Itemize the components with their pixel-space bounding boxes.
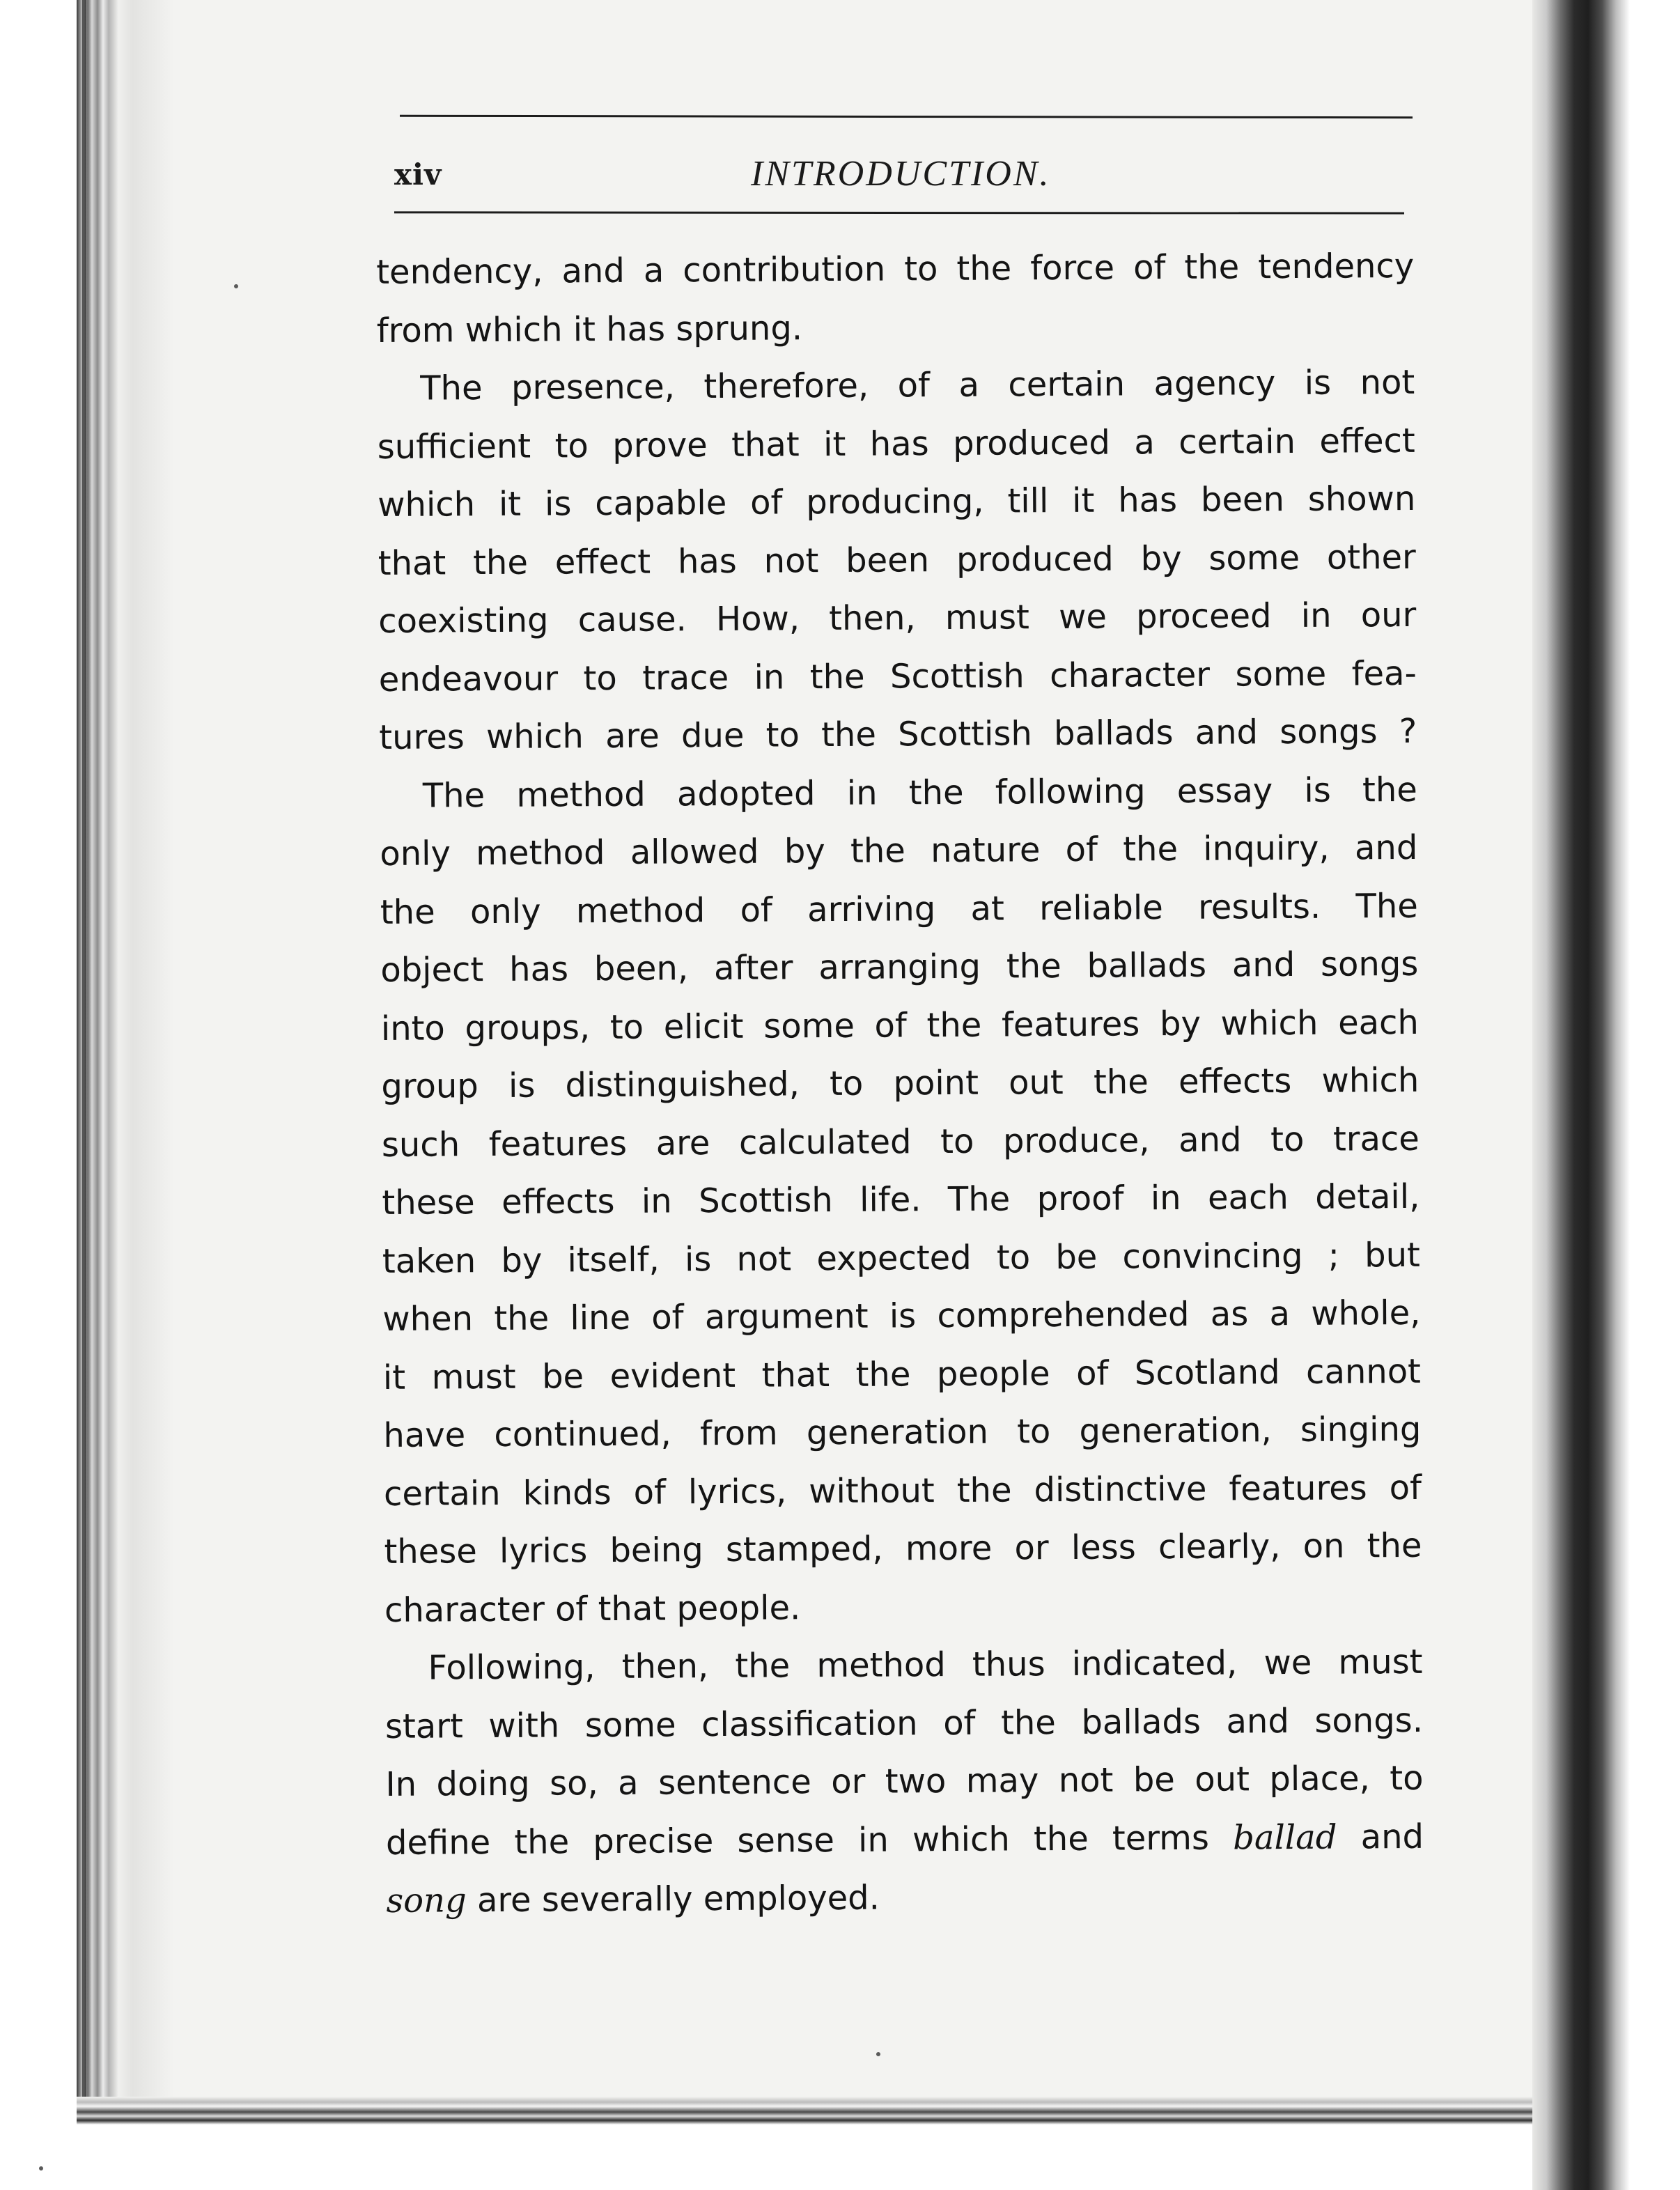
italic-term-ballad: ballad bbox=[1232, 1817, 1337, 1858]
line-text: are severally employed. bbox=[476, 1878, 880, 1920]
text-line-with-italic bbox=[386, 1808, 1424, 1872]
running-title: INTRODUCTION. bbox=[751, 154, 1051, 194]
text-line: from which it has sprung. bbox=[376, 308, 803, 350]
text-line: In doing so, a sentence or two may not be out place, to bbox=[385, 1758, 1424, 1804]
line-text: define the precise sense in which the terms bbox=[385, 1818, 1210, 1863]
page-number: xiv bbox=[394, 157, 442, 192]
text-line: these effects in Scottish life. The proof in each detail, bbox=[382, 1176, 1420, 1222]
paragraph-start-line: The method adopted in the following essay is the bbox=[422, 770, 1417, 816]
text-line: endeavour to trace in the Scottish character some fea- bbox=[378, 653, 1417, 699]
text-line: these lyrics being stamped, more or less clearly, on the bbox=[384, 1525, 1422, 1571]
text-line: object has been, after arranging the ballads and songs bbox=[380, 944, 1419, 990]
binding-shadow bbox=[82, 0, 86, 2118]
paragraph-start-line: The presence, therefore, of a certain agency is not bbox=[420, 362, 1415, 408]
running-head bbox=[0, 153, 1680, 202]
dust-speck bbox=[234, 284, 238, 288]
text-line: character of that people. bbox=[384, 1587, 801, 1630]
text-line: certain kinds of lyrics, without the distinctive features of bbox=[383, 1468, 1422, 1514]
text-line: sufficient to prove that it has produced a certain effect bbox=[377, 421, 1415, 467]
text-line: when the line of argument is comprehended as a whole, bbox=[382, 1293, 1421, 1339]
text-line: it must be evident that the people of Scotland cannot bbox=[382, 1351, 1422, 1397]
conjunction: and bbox=[1360, 1817, 1424, 1856]
text-line: coexisting cause. How, then, must we proceed in our bbox=[378, 595, 1417, 641]
body-text bbox=[376, 238, 1424, 1931]
paragraph-start-line: Following, then, the method thus indicated, we must bbox=[428, 1642, 1423, 1688]
text-line: into groups, to elicit some of the features by which each bbox=[380, 1002, 1420, 1048]
text-line: tures which are due to the Scottish ballads and songs ? bbox=[379, 711, 1417, 757]
text-line-final bbox=[386, 1866, 1424, 1931]
text-line: that the effect has not been produced by some other bbox=[378, 537, 1416, 583]
text-line: have continued, from generation to generation, singing bbox=[383, 1409, 1422, 1455]
text-line: start with some classification of the ballads and songs. bbox=[384, 1700, 1424, 1746]
bottom-page-edge bbox=[77, 2097, 1560, 2125]
text-line: such features are calculated to produce, and to trace bbox=[381, 1119, 1420, 1165]
italic-term-song: song bbox=[386, 1881, 467, 1920]
text-line: the only method of arriving at reliable results. The bbox=[380, 886, 1419, 932]
text-line: tendency, and a contribution to the force of the tendency bbox=[376, 246, 1415, 292]
text-line: taken by itself, is not expected to be convincing ; but bbox=[382, 1235, 1421, 1281]
right-gutter bbox=[1532, 0, 1680, 2190]
text-line: which it is capable of producing, till it has been shown bbox=[378, 479, 1416, 525]
text-line: only method allowed by the nature of the inquiry, and bbox=[380, 828, 1418, 873]
left-page-edge bbox=[77, 0, 174, 2118]
text-line: group is distinguished, to point out the effects which bbox=[381, 1060, 1420, 1106]
dust-speck bbox=[39, 2166, 43, 2170]
dust-speck bbox=[876, 2052, 880, 2056]
